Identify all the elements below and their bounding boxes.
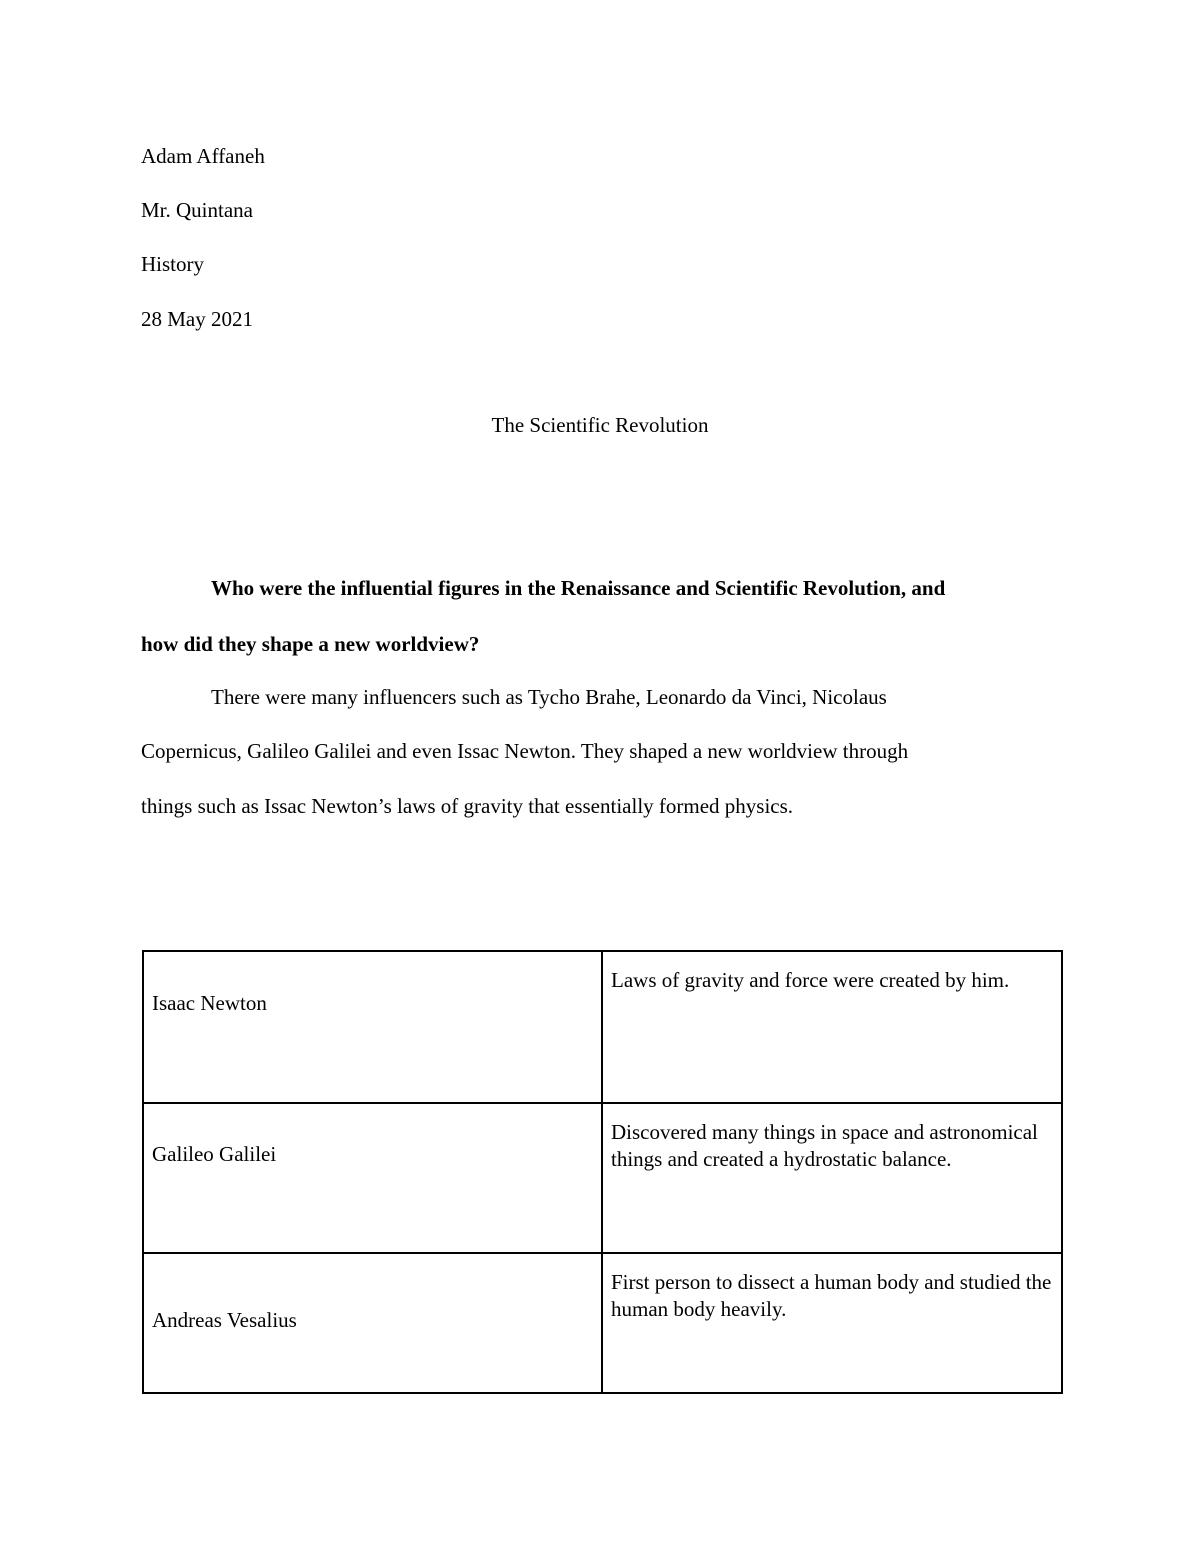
table-row <box>143 1103 1062 1253</box>
figures-table <box>142 950 1063 1394</box>
answer-line-2: Copernicus, Galileo Galilei and even Issac Newton. They shaped a new worldview through <box>141 739 909 763</box>
answer-line-3: things such as Issac Newton’s laws of gravity that essentially formed physics. <box>141 794 794 818</box>
date: 28 May 2021 <box>141 307 253 331</box>
figure-description: Discovered many things in space and astronomical things and created a hydrostatic balance. <box>611 1120 1038 1171</box>
figure-description: First person to dissect a human body and studied the human body heavily. <box>611 1270 1052 1321</box>
subject: History <box>141 252 204 276</box>
table-row <box>143 951 1062 1103</box>
figure-description: Laws of gravity and force were created by him. <box>611 968 1010 992</box>
author-name: Adam Affaneh <box>141 144 265 168</box>
document-title: The Scientific Revolution <box>491 413 709 437</box>
figure-name: Andreas Vesalius <box>152 1308 297 1332</box>
figure-description-cell <box>602 951 1062 1103</box>
figure-name: Isaac Newton <box>152 991 267 1015</box>
figure-name-cell <box>143 1253 602 1393</box>
figure-name-cell <box>143 1103 602 1253</box>
table-row <box>143 1253 1062 1393</box>
answer-line-1: There were many influencers such as Tycho Brahe, Leonardo da Vinci, Nicolaus <box>211 685 887 709</box>
teacher-name: Mr. Quintana <box>141 198 253 222</box>
figure-description-cell <box>602 1103 1062 1253</box>
figure-name: Galileo Galilei <box>152 1142 277 1166</box>
figure-description-cell <box>602 1253 1062 1393</box>
question-line-2: how did they shape a new worldview? <box>141 632 480 656</box>
question-line-1: Who were the influential figures in the Renaissance and Scientific Revolution, and <box>211 576 946 600</box>
figure-name-cell <box>143 951 602 1103</box>
